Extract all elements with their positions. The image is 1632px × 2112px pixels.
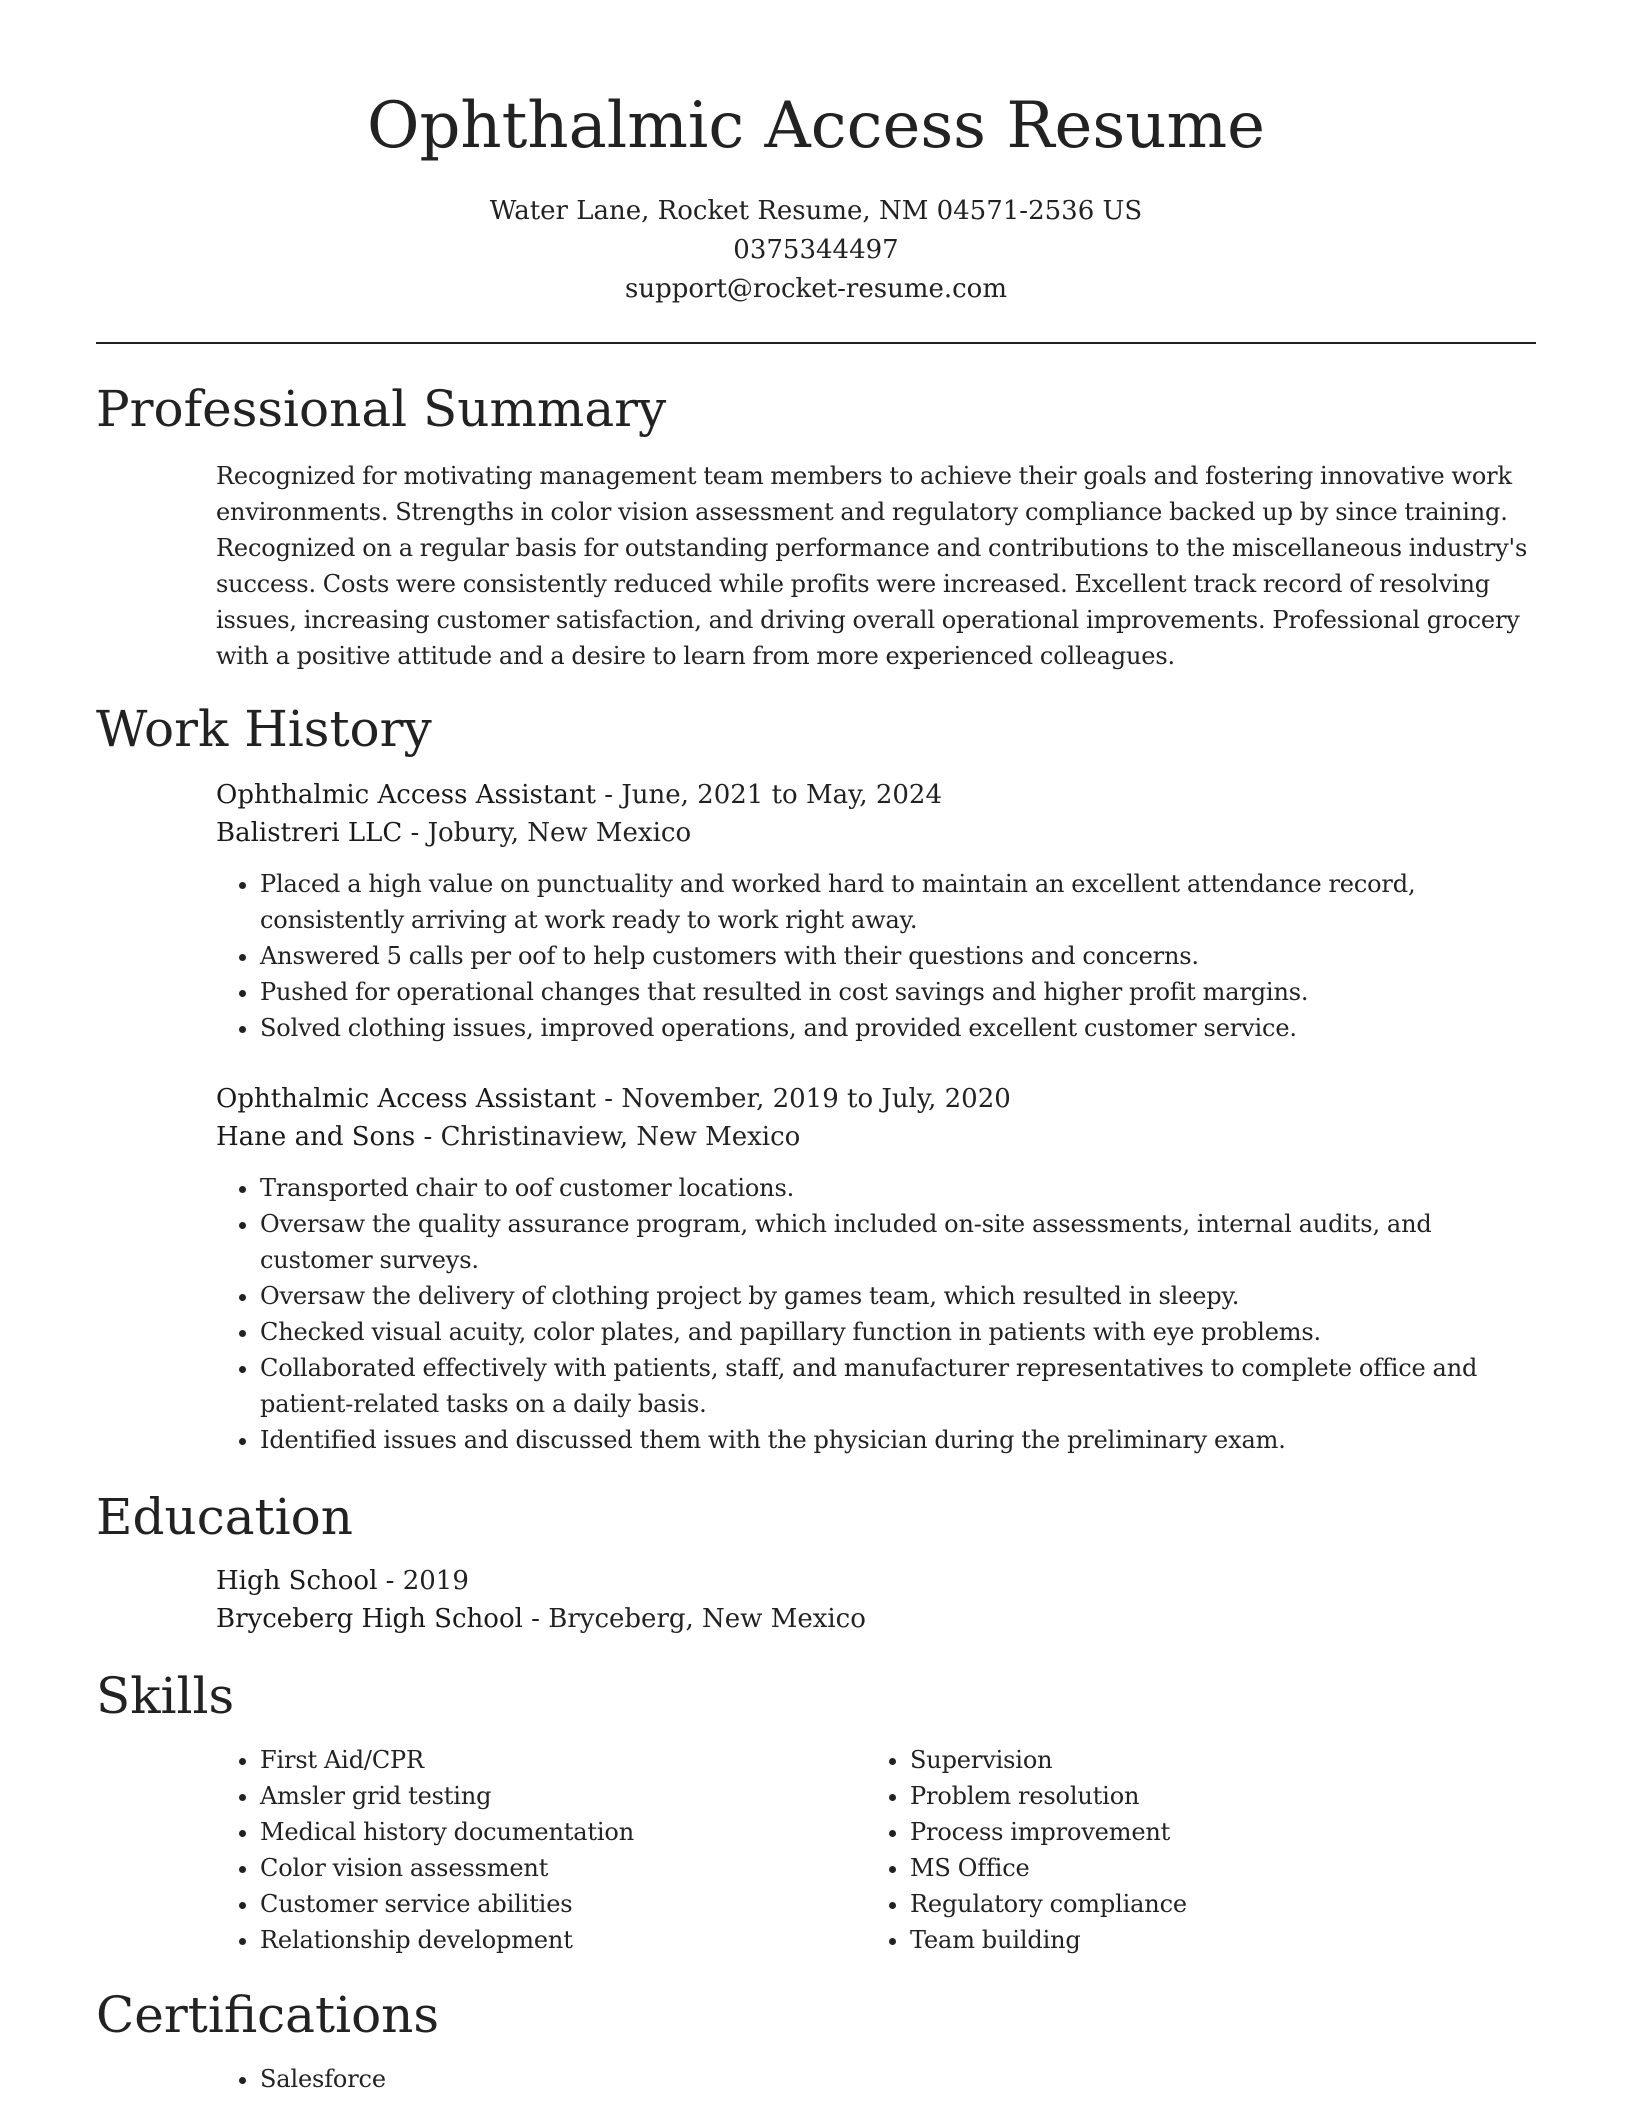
job-heading: [216, 1080, 1536, 1118]
list-item: • Oversaw the delivery of clothing project by games team, which resulted in sleepy.: [260, 1278, 1536, 1314]
job-company: Balistreri LLC: [216, 818, 403, 848]
job-employer: [216, 1118, 1536, 1156]
list-item: • Process improvement: [910, 1814, 1510, 1850]
section-title-summary: Professional Summary: [96, 380, 667, 438]
job-bullets: [216, 1170, 1536, 1458]
list-item: • Regulatory compliance: [910, 1886, 1510, 1922]
job-role: Ophthalmic Access Assistant: [216, 1084, 597, 1114]
list-item: • Transported chair to oof customer locations.: [260, 1170, 1536, 1206]
list-item: • Supervision: [910, 1742, 1510, 1778]
education-location: - Bryceberg, New Mexico: [522, 1604, 866, 1634]
list-item: • Team building: [910, 1922, 1510, 1958]
job-dates: - June, 2021 to May, 2024: [596, 780, 943, 810]
list-item: • Checked visual acuity, color plates, and papillary function in patients with eye problems.: [260, 1314, 1536, 1350]
contact-email: support@rocket-resume.com: [624, 274, 1007, 304]
header-divider: [96, 342, 1536, 344]
skills-list-left: [216, 1742, 860, 1958]
section-title-work-history: Work History: [96, 700, 432, 758]
list-item: • Problem resolution: [910, 1778, 1510, 1814]
contact-phone: 0375344497: [733, 235, 899, 265]
job-entry: [216, 776, 1536, 1046]
job-employer: [216, 814, 1536, 852]
list-item: • Oversaw the quality assurance program, which included on-site assessments, internal audits, and customer surveys.: [260, 1206, 1536, 1278]
job-role: Ophthalmic Access Assistant: [216, 780, 597, 810]
job-entry: [216, 1080, 1536, 1458]
list-item: • Identified issues and discussed them with the physician during the preliminary exam.: [260, 1422, 1536, 1458]
education-year: - 2019: [377, 1566, 469, 1596]
list-item: • Pushed for operational changes that resulted in cost savings and higher profit margins.: [260, 974, 1536, 1010]
education-degree: High School: [216, 1566, 378, 1596]
list-item: • Amsler grid testing: [260, 1778, 860, 1814]
section-title-education: Education: [96, 1488, 353, 1546]
education-entry: [216, 1562, 1536, 1638]
contact-info: [96, 192, 1536, 309]
list-item: • Solved clothing issues, improved operations, and provided excellent customer service.: [260, 1010, 1536, 1046]
education-school: Bryceberg High School: [216, 1604, 523, 1634]
skills-list-right: [866, 1742, 1510, 1958]
job-company: Hane and Sons: [216, 1122, 416, 1152]
list-item: • Collaborated effectively with patients, staff, and manufacturer representatives to complete office and patient-related tasks on a daily basis.: [260, 1350, 1536, 1422]
list-item: • MS Office: [910, 1850, 1510, 1886]
job-heading: [216, 776, 1536, 814]
summary-text: Recognized for motivating management team members to achieve their goals and fostering innovative work environments. Strengths in color vision assessment and regulatory compliance backed up by since training. Recognized on a regular basis for outstanding performance and contributions to the miscellaneous industry's success. Costs were consistently reduced while profits were increased. Excellent track record of resolving issues, increasing customer satisfaction, and driving overall operational improvements. Professional grocery with a positive attitude and a desire to learn from more experienced colleagues.: [216, 462, 1528, 670]
list-item: • Medical history documentation: [260, 1814, 860, 1850]
job-dates: - November, 2019 to July, 2020: [596, 1084, 1011, 1114]
resume-name: Ophthalmic Access Resume: [366, 89, 1266, 163]
list-item: • Placed a high value on punctuality and worked hard to maintain an excellent attendance record, consistently arriving at work ready to work right away.: [260, 866, 1536, 938]
job-location: - Christinaview, New Mexico: [415, 1122, 801, 1152]
list-item: • Customer service abilities: [260, 1886, 860, 1922]
certifications-list: [216, 2061, 1536, 2097]
list-item: • First Aid/CPR: [260, 1742, 860, 1778]
certifications-block: [216, 2061, 1536, 2097]
education-school-line: [216, 1600, 1536, 1638]
section-title-certifications: Certifications: [96, 1986, 440, 2044]
section-title-skills: Skills: [96, 1667, 235, 1725]
education-heading: [216, 1562, 1536, 1600]
contact-address: Water Lane, Rocket Resume, NM 04571-2536 US: [489, 196, 1143, 226]
list-item: • Salesforce: [260, 2061, 1536, 2097]
job-location: - Jobury, New Mexico: [402, 818, 692, 848]
list-item: • Relationship development: [260, 1922, 860, 1958]
job-bullets: [216, 866, 1536, 1046]
list-item: • Answered 5 calls per oof to help customers with their questions and concerns.: [260, 938, 1536, 974]
list-item: • Color vision assessment: [260, 1850, 860, 1886]
